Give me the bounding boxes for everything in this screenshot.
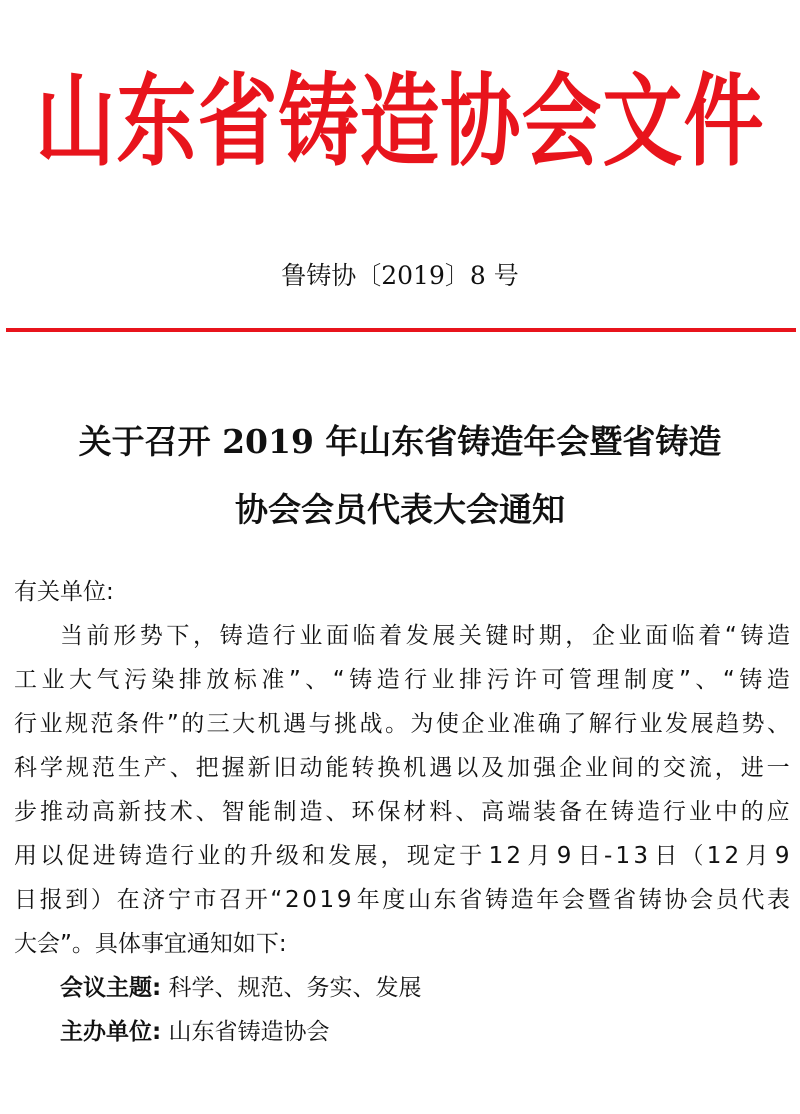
- paragraph-glyph: 业: [618, 623, 642, 649]
- paragraph-glyph: 理: [596, 667, 620, 693]
- paragraph-glyph: 升: [249, 843, 273, 869]
- meeting-theme-label: 会议主题:: [60, 975, 162, 1001]
- paragraph-glyph: 下: [166, 623, 190, 649]
- paragraph-glyph: 行: [614, 711, 638, 737]
- paragraph-glyph: :: [278, 931, 287, 957]
- paragraph-glyph: 暨: [587, 887, 611, 913]
- paragraph-glyph: 2: [284, 887, 300, 913]
- paragraph-glyph: ，: [380, 843, 404, 869]
- paragraph-glyph: 业: [639, 711, 663, 737]
- paragraph-glyph: 造: [246, 623, 270, 649]
- paragraph-glyph: ”: [288, 667, 301, 693]
- paragraph-glyph: 发: [665, 711, 689, 737]
- notice-title-line-1: 关于召开 2019 年山东省铸造年会暨省铸造: [78, 422, 722, 461]
- paragraph-glyph: 、: [695, 667, 719, 693]
- paragraph-glyph: 会: [690, 887, 714, 913]
- paragraph-glyph: -: [603, 843, 613, 869]
- paragraph-glyph: 定: [433, 843, 456, 869]
- paragraph-glyph: ，: [714, 755, 738, 781]
- paragraph-glyph: 使: [435, 711, 459, 737]
- paragraph-glyph: 动: [65, 799, 89, 825]
- paragraph-glyph: 以: [40, 843, 64, 869]
- paragraph-glyph: 日: [14, 887, 37, 913]
- paragraph-glyph: 排: [459, 667, 483, 693]
- paragraph-glyph: 放: [206, 667, 230, 693]
- paragraph-glyph: ，: [565, 623, 589, 649]
- paragraph-glyph: 会: [561, 887, 585, 913]
- paragraph-glyph: 端: [507, 799, 531, 825]
- paragraph-glyph: 保: [377, 799, 401, 825]
- paragraph-glyph: 发: [405, 623, 429, 649]
- paragraph-glyph: 1: [319, 887, 335, 913]
- notice-body: [14, 570, 790, 1054]
- paragraph-glyph: 知: [209, 931, 233, 957]
- paragraph-glyph: 临: [352, 623, 376, 649]
- paragraph-glyph: 工: [14, 667, 37, 693]
- paragraph-glyph: 转: [351, 755, 375, 781]
- paragraph-glyph: 业: [486, 711, 510, 737]
- paragraph-glyph: 2: [724, 843, 740, 869]
- organizer-value: 山东省铸造协会: [168, 1019, 330, 1045]
- paragraph-glyph: 装: [533, 799, 557, 825]
- paragraph-glyph: 以: [455, 755, 479, 781]
- paragraph-glyph: 年: [536, 887, 560, 913]
- paragraph-glyph: 遇: [283, 711, 307, 737]
- paragraph-glyph: 协: [664, 887, 688, 913]
- paragraph-glyph: 事: [140, 931, 164, 957]
- paragraph-glyph: 、: [169, 755, 193, 781]
- paragraph-glyph: 加: [507, 755, 531, 781]
- paragraph-glyph: 新: [117, 799, 141, 825]
- salutation: 有关单位:: [14, 579, 114, 605]
- paragraph-glyph: 促: [66, 843, 90, 869]
- paragraph-glyph: 行: [272, 623, 296, 649]
- paragraph-line: [14, 922, 790, 966]
- paragraph-glyph: 流: [688, 755, 712, 781]
- paragraph-glyph: 日: [577, 843, 601, 869]
- paragraph-glyph: 动: [299, 755, 323, 781]
- paragraph-glyph: 解: [588, 711, 612, 737]
- paragraph-glyph: 3: [633, 843, 648, 869]
- paragraph-glyph: 排: [178, 667, 202, 693]
- paragraph-glyph: 发: [328, 843, 352, 869]
- paragraph-glyph: 强: [533, 755, 557, 781]
- paragraph-glyph: 市: [193, 887, 217, 913]
- paragraph-glyph: 学: [39, 755, 63, 781]
- paragraph-glyph: 气: [96, 667, 120, 693]
- paragraph-glyph: 铸: [219, 623, 243, 649]
- paragraph-glyph: 级: [275, 843, 299, 869]
- paragraph-glyph: ）: [90, 887, 114, 913]
- paragraph-glyph: 料: [429, 799, 453, 825]
- paragraph-glyph: 报: [39, 887, 63, 913]
- paragraph-glyph: 机: [257, 711, 281, 737]
- paragraph-glyph: 行: [14, 711, 37, 737]
- paragraph-glyph: 表: [766, 887, 790, 913]
- paragraph-glyph: 产: [143, 755, 167, 781]
- paragraph-glyph: 面: [325, 623, 349, 649]
- paragraph-glyph: 机: [403, 755, 427, 781]
- paragraph-glyph: 期: [538, 623, 562, 649]
- notice-title-line-2: 协会会员代表大会通知: [235, 490, 565, 529]
- paragraph-glyph: 规: [64, 711, 88, 737]
- paragraph-glyph: 代: [741, 887, 765, 913]
- paragraph-glyph: 东: [433, 887, 457, 913]
- paragraph-glyph: 技: [143, 799, 167, 825]
- paragraph-glyph: 规: [65, 755, 89, 781]
- paragraph-glyph: 为: [410, 711, 434, 737]
- paragraph-glyph: 污: [486, 667, 510, 693]
- paragraph-glyph: 造: [766, 667, 790, 693]
- paragraph-glyph: 备: [559, 799, 583, 825]
- paragraph-glyph: 智: [221, 799, 245, 825]
- paragraph-glyph: 用: [14, 843, 37, 869]
- paragraph-line: [14, 790, 790, 834]
- paragraph-glyph: 9: [336, 887, 352, 913]
- paragraph-glyph: 一: [766, 755, 790, 781]
- paragraph-glyph: 行: [171, 843, 195, 869]
- paragraph-glyph: 间: [610, 755, 634, 781]
- paragraph-glyph: 大: [68, 667, 92, 693]
- paragraph-glyph: 趋: [716, 711, 740, 737]
- paragraph-glyph: 推: [39, 799, 63, 825]
- paragraph-line: [14, 702, 790, 746]
- notice-title: [0, 408, 800, 544]
- paragraph-glyph: 关: [458, 623, 482, 649]
- paragraph-glyph: 展: [432, 623, 456, 649]
- paragraph-glyph: 企: [591, 623, 615, 649]
- paragraph-glyph: 年: [356, 887, 380, 913]
- paragraph-glyph: “: [332, 667, 345, 693]
- paragraph-glyph: 在: [116, 887, 140, 913]
- paragraph-glyph: 。: [71, 931, 95, 957]
- paragraph-glyph: 握: [221, 755, 245, 781]
- paragraph-glyph: 势: [741, 711, 765, 737]
- paragraph-glyph: 企: [461, 711, 485, 737]
- paragraph-glyph: 现: [406, 843, 430, 869]
- paragraph-glyph: 9: [556, 843, 572, 869]
- paragraph-glyph: 面: [645, 623, 669, 649]
- document-number: 鲁铸协〔2019〕8 号: [281, 261, 519, 290]
- paragraph-glyph: 月: [527, 843, 551, 869]
- paragraph-glyph: 形: [113, 623, 137, 649]
- paragraph-glyph: 了: [563, 711, 587, 737]
- paragraph-glyph: 9: [774, 843, 790, 869]
- paragraph-glyph: “: [270, 887, 283, 913]
- paragraph-glyph: 范: [90, 711, 114, 737]
- paragraph-glyph: 中: [714, 799, 738, 825]
- paragraph-line: [14, 658, 790, 702]
- paragraph-glyph: 于: [459, 843, 483, 869]
- paragraph-glyph: 下: [255, 931, 279, 957]
- paragraph-glyph: 键: [485, 623, 509, 649]
- paragraph-glyph: 可: [541, 667, 565, 693]
- paragraph-glyph: 大: [232, 711, 256, 737]
- paragraph-glyph: 高: [91, 799, 115, 825]
- paragraph-glyph: 、: [195, 799, 219, 825]
- paragraph-glyph: （: [680, 843, 704, 869]
- paragraph-glyph: 新: [247, 755, 271, 781]
- paragraph-glyph: 换: [377, 755, 401, 781]
- paragraph-glyph: 准: [512, 711, 536, 737]
- paragraph-glyph: 0: [302, 887, 317, 913]
- paragraph-glyph: 开: [244, 887, 268, 913]
- paragraph-glyph: 着: [698, 623, 722, 649]
- paragraph-glyph: 着: [379, 623, 403, 649]
- paragraph-glyph: 造: [636, 799, 660, 825]
- paragraph-glyph: 度: [382, 887, 406, 913]
- paragraph-glyph: 时: [512, 623, 536, 649]
- paragraph-glyph: 铸: [739, 667, 763, 693]
- paragraph-line: [14, 834, 790, 878]
- paragraph-glyph: 展: [354, 843, 378, 869]
- paragraph-glyph: 行: [662, 799, 686, 825]
- paragraph-glyph: 省: [613, 887, 637, 913]
- paragraph-glyph: 造: [376, 667, 400, 693]
- paragraph-glyph: 造: [299, 799, 323, 825]
- paragraph-glyph: 进: [92, 843, 116, 869]
- meeting-theme-row: [14, 966, 790, 1010]
- paragraph-glyph: 步: [14, 799, 37, 825]
- paragraph-glyph: ”: [678, 667, 691, 693]
- paragraph-glyph: 铸: [638, 887, 662, 913]
- paragraph-glyph: 件: [141, 711, 165, 737]
- paragraph-glyph: 旧: [273, 755, 297, 781]
- document-header-title: 山东省铸造协会文件: [35, 63, 765, 180]
- paragraph-glyph: 高: [481, 799, 505, 825]
- paragraph-glyph: 制: [623, 667, 647, 693]
- paragraph-glyph: 能: [247, 799, 271, 825]
- paragraph-glyph: 能: [325, 755, 349, 781]
- paragraph-glyph: 的: [223, 843, 247, 869]
- paragraph-glyph: 在: [584, 799, 608, 825]
- paragraph-line: [14, 614, 790, 658]
- paragraph-glyph: 造: [144, 843, 168, 869]
- paragraph-glyph: 铸: [118, 843, 142, 869]
- paragraph-glyph: 会: [37, 931, 60, 957]
- paragraph-glyph: 铸: [740, 623, 764, 649]
- paragraph-glyph: 到: [65, 887, 89, 913]
- paragraph-glyph: 临: [671, 623, 695, 649]
- paragraph-glyph: 势: [139, 623, 163, 649]
- paragraph-glyph: 宁: [167, 887, 191, 913]
- paragraph-glyph: 业: [688, 799, 712, 825]
- paragraph-glyph: 战: [359, 711, 383, 737]
- paragraph-glyph: 1: [706, 843, 722, 869]
- paragraph-glyph: 科: [14, 755, 37, 781]
- paragraph-line: [14, 746, 790, 790]
- paragraph-glyph: 条: [115, 711, 139, 737]
- paragraph-glyph: 如: [232, 931, 256, 957]
- paragraph-glyph: 业: [39, 711, 63, 737]
- paragraph-glyph: 通: [186, 931, 210, 957]
- paragraph-glyph: 大: [14, 931, 37, 957]
- paragraph-glyph: 挑: [334, 711, 358, 737]
- paragraph-glyph: 、: [305, 667, 329, 693]
- header-divider: [6, 328, 796, 332]
- paragraph-glyph: 标: [233, 667, 257, 693]
- paragraph-glyph: 污: [123, 667, 147, 693]
- paragraph-glyph: 日: [654, 843, 678, 869]
- paragraph-glyph: 管: [569, 667, 593, 693]
- paragraph-glyph: 省: [459, 887, 483, 913]
- paragraph-glyph: 。: [384, 711, 408, 737]
- paragraph-glyph: 造: [510, 887, 534, 913]
- paragraph-line: [14, 878, 790, 922]
- paragraph-glyph: 材: [403, 799, 427, 825]
- paragraph-glyph: “: [724, 623, 737, 649]
- paragraph-glyph: 员: [715, 887, 739, 913]
- paragraph-glyph: 行: [404, 667, 428, 693]
- paragraph-glyph: 业: [41, 667, 65, 693]
- paragraph-glyph: 把: [195, 755, 219, 781]
- paragraph-glyph: 及: [481, 755, 505, 781]
- paragraph-glyph: 铸: [484, 887, 508, 913]
- paragraph-glyph: 染: [151, 667, 175, 693]
- paragraph-glyph: 交: [662, 755, 686, 781]
- paragraph-glyph: 、: [325, 799, 349, 825]
- paragraph-glyph: 、: [455, 799, 479, 825]
- paragraph-glyph: 三: [206, 711, 230, 737]
- paragraph-glyph: 业: [299, 623, 323, 649]
- paragraph-glyph: 范: [91, 755, 115, 781]
- paragraph-glyph: 的: [636, 755, 660, 781]
- organizer-row: [14, 1010, 790, 1054]
- paragraph-glyph: 与: [308, 711, 332, 737]
- paragraph-glyph: 体: [117, 931, 141, 957]
- paragraph-glyph: 的: [740, 799, 764, 825]
- paragraph-glyph: 应: [766, 799, 790, 825]
- paragraph-glyph: ”: [60, 931, 72, 957]
- paragraph-glyph: 业: [431, 667, 455, 693]
- paragraph-glyph: 2: [506, 843, 522, 869]
- paragraph-glyph: 术: [169, 799, 193, 825]
- paragraph-glyph: 和: [302, 843, 326, 869]
- paragraph-glyph: 展: [690, 711, 714, 737]
- paragraph-glyph: 月: [745, 843, 769, 869]
- paragraph-glyph: 济: [142, 887, 166, 913]
- paragraph-glyph: 业: [584, 755, 608, 781]
- paragraph-glyph: 准: [261, 667, 285, 693]
- paragraph-glyph: 具: [94, 931, 118, 957]
- paragraph-glyph: 的: [181, 711, 205, 737]
- paragraph-glyph: 前: [86, 623, 110, 649]
- organizer-label: 主办单位:: [60, 1019, 162, 1045]
- paragraph-glyph: ”: [166, 711, 179, 737]
- paragraph-glyph: 宜: [163, 931, 187, 957]
- paragraph-glyph: “: [722, 667, 735, 693]
- paragraph-glyph: 召: [219, 887, 243, 913]
- paragraph-glyph: 铸: [349, 667, 373, 693]
- intro-paragraph: [14, 614, 790, 966]
- paragraph-glyph: 、: [766, 711, 790, 737]
- paragraph-glyph: 制: [273, 799, 297, 825]
- paragraph-glyph: 造: [766, 623, 790, 649]
- paragraph-glyph: 山: [408, 887, 432, 913]
- paragraph-glyph: 业: [197, 843, 221, 869]
- paragraph-glyph: 当: [60, 623, 83, 649]
- paragraph-glyph: 铸: [610, 799, 634, 825]
- meeting-theme-value: 科学、规范、务实、发展: [168, 975, 422, 1001]
- paragraph-glyph: 1: [615, 843, 631, 869]
- paragraph-glyph: 1: [488, 843, 504, 869]
- paragraph-glyph: 遇: [429, 755, 453, 781]
- paragraph-glyph: 确: [537, 711, 561, 737]
- paragraph-glyph: 许: [514, 667, 538, 693]
- paragraph-glyph: 度: [651, 667, 675, 693]
- paragraph-glyph: 生: [117, 755, 141, 781]
- paragraph-glyph: 企: [559, 755, 583, 781]
- paragraph-glyph: 环: [351, 799, 375, 825]
- paragraph-glyph: ，: [192, 623, 216, 649]
- paragraph-glyph: 进: [740, 755, 764, 781]
